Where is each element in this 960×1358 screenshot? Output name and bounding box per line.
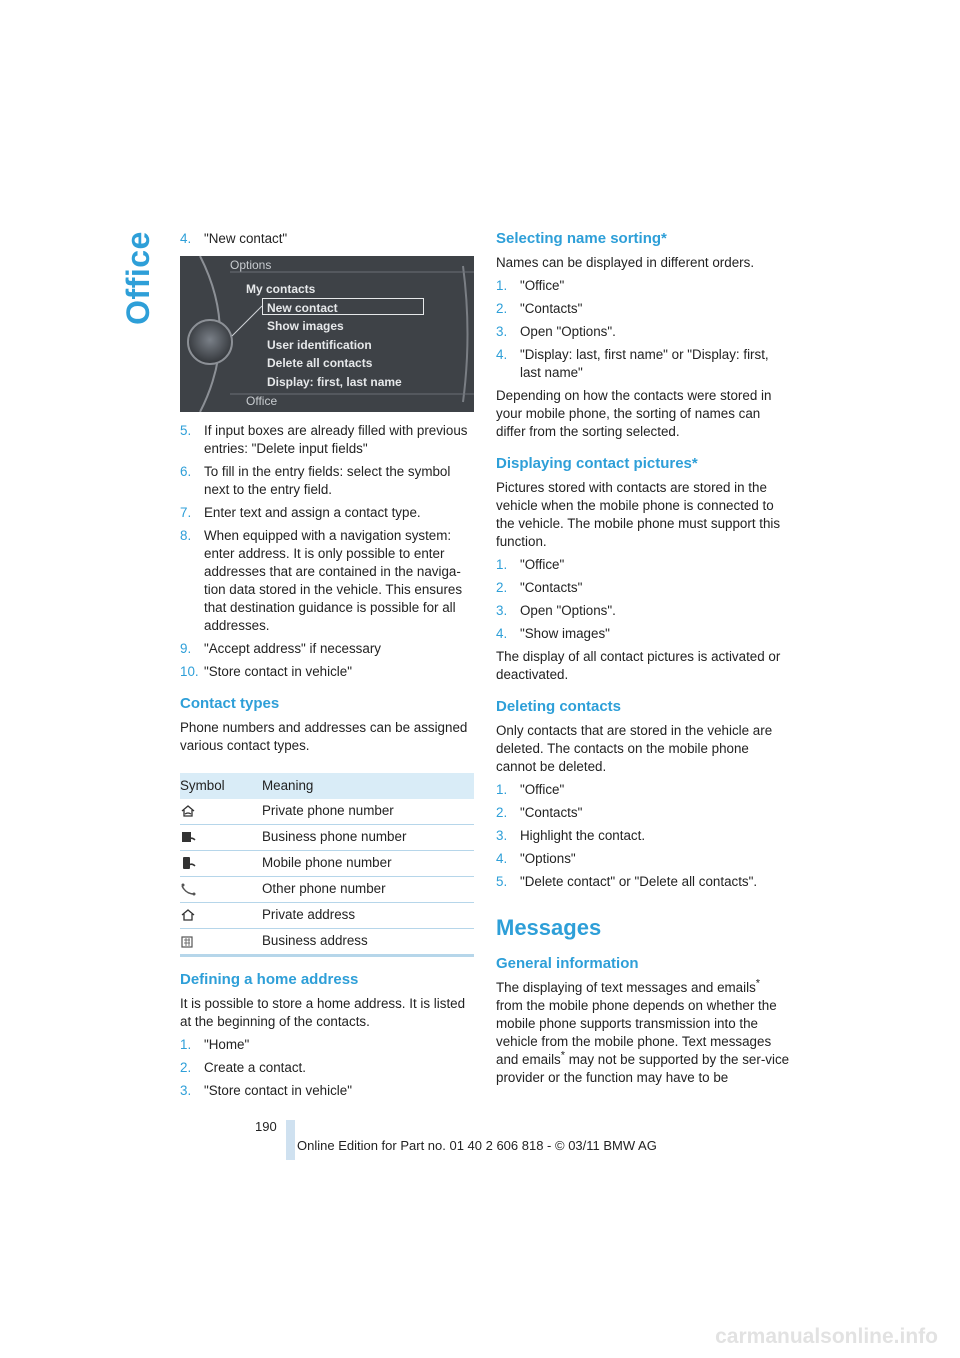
table-row	[180, 851, 474, 877]
screen-menu	[246, 280, 402, 391]
step: 6. To fill in the entry fields: select the symbol next to the entry field.	[180, 464, 451, 497]
contact-types-heading: Contact types	[180, 695, 280, 712]
name-sorting-intro: Names can be displayed in different orders.	[496, 255, 755, 270]
screen-footer: Office	[246, 394, 278, 408]
private-phone-icon	[180, 804, 196, 818]
menu-item: My contacts	[246, 282, 316, 296]
menu-item: Delete all contacts	[267, 356, 373, 370]
table-row	[180, 929, 474, 956]
section-tab-label: Office	[120, 231, 156, 325]
step: 9. "Accept address" if necessary	[180, 641, 381, 656]
step: 1. "Office"	[496, 278, 565, 293]
general-information-heading: General information	[496, 955, 639, 972]
table-row	[180, 903, 474, 929]
screen-header: Options	[230, 258, 272, 272]
business-address-icon	[180, 934, 196, 948]
messages-heading: Messages	[496, 915, 602, 940]
step: 2. "Contacts"	[496, 301, 583, 316]
col-symbol-header: Symbol	[180, 773, 262, 799]
col-meaning-header: Meaning	[262, 773, 474, 799]
right-column	[496, 230, 790, 1092]
table-header-row	[180, 773, 474, 799]
step: 3. Open "Options".	[496, 324, 616, 339]
contact-type-meaning: Private phone number	[262, 799, 474, 825]
home-address-heading: Defining a home address	[180, 971, 359, 988]
contact-pictures-heading: Displaying contact pictures*	[496, 455, 698, 472]
contact-type-meaning: Other phone number	[262, 877, 474, 903]
optional-star: *	[755, 977, 761, 990]
menu-item: User identification	[267, 337, 372, 352]
step: 5. "Delete contact" or "Delete all contacts".	[496, 874, 758, 889]
step: 4. "Display: last, first name" or "Display: first, last name"	[496, 347, 769, 380]
watermark: carmanualsonline.info	[715, 1325, 938, 1348]
home-address-intro: It is possible to store a home address. It is listed at the beginning of the contacts.	[180, 996, 466, 1029]
page-number: 190	[255, 1119, 277, 1134]
step: 3. "Store contact in vehicle"	[180, 1083, 352, 1098]
private-address-icon	[180, 908, 196, 922]
deleting-contacts-heading: Deleting contacts	[496, 698, 622, 715]
footer-bar	[286, 1120, 295, 1160]
step: 2. Create a contact.	[180, 1060, 306, 1075]
name-sorting-heading: Selecting name sorting*	[496, 230, 667, 247]
step: 4. "New contact"	[180, 231, 288, 246]
business-phone-icon	[180, 830, 196, 844]
name-sorting-outro: Depending on how the contacts were stored in your mobile phone, the sorting of names can differ from the sorting selected.	[496, 388, 772, 439]
table-row	[180, 825, 474, 851]
step: 4. "Options"	[496, 851, 576, 866]
contact-pictures-intro: Pictures stored with contacts are stored in the vehicle when the mobile phone is connected to the vehicle. The mobile phone must support this function.	[496, 480, 781, 549]
contact-type-meaning: Mobile phone number	[262, 851, 474, 877]
table-row	[180, 877, 474, 903]
mobile-phone-icon	[180, 856, 196, 870]
step: 7. Enter text and assign a contact type.	[180, 505, 421, 520]
other-phone-icon	[180, 882, 196, 896]
contact-types-intro: Phone numbers and addresses can be assigned various contact types.	[180, 720, 468, 753]
edition-note: Online Edition for Part no. 01 40 2 606 818 - © 03/11 BMW AG	[297, 1138, 657, 1153]
step: 1. "Office"	[496, 782, 565, 797]
deleting-contacts-intro: Only contacts that are stored in the vehicle are deleted. The contacts on the mobile phone cannot be deleted.	[496, 723, 773, 774]
step: 4. "Show images"	[496, 626, 610, 641]
step: 5. If input boxes are already filled with previous entries: "Delete input fields"	[180, 423, 468, 456]
contact-type-meaning: Private address	[262, 903, 474, 929]
step: 8. When equipped with a navigation system: enter address. It is only possible to enter addresses that are contained in the naviga-tion data stored in the vehicle. This ensures that destination guidance is possible for all addresses.	[180, 528, 463, 633]
contact-type-meaning: Business address	[262, 929, 474, 956]
messages-paragraph: The displaying of text messages and emails* from the mobile phone depends on whether the mobile phone supports transmission into the vehicle from the mobile phone. Text messages and emails* may not be supported by the ser-vice provider or the function may have to be	[496, 977, 790, 1085]
contact-pictures-outro: The display of all contact pictures is activated or deactivated.	[496, 649, 781, 682]
table-row	[180, 799, 474, 825]
idrive-screen-image	[180, 256, 474, 412]
left-column	[180, 230, 474, 1105]
step: 3. Highlight the contact.	[496, 828, 646, 843]
menu-item: Show images	[267, 319, 344, 333]
menu-item: New contact	[267, 300, 338, 315]
contact-types-table	[180, 773, 474, 957]
step: 2. "Contacts"	[496, 580, 583, 595]
section-tab	[118, 231, 158, 325]
step: 10. "Store contact in vehicle"	[180, 664, 352, 679]
menu-item: Display: first, last name	[267, 374, 402, 389]
step: 3. Open "Options".	[496, 603, 616, 618]
step: 1. "Home"	[180, 1037, 250, 1052]
optional-star: *	[560, 1049, 566, 1062]
contact-type-meaning: Business phone number	[262, 825, 474, 851]
step: 2. "Contacts"	[496, 805, 583, 820]
step: 1. "Office"	[496, 557, 565, 572]
